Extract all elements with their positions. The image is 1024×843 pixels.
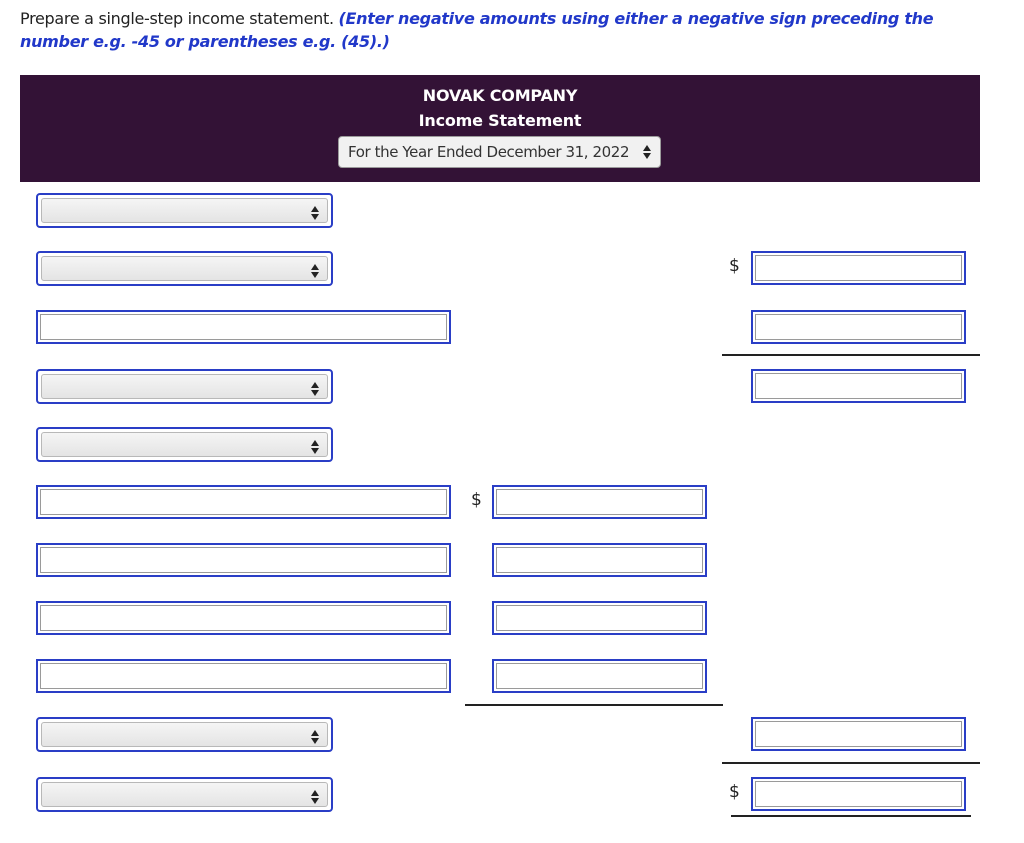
row-10-dropdown-face	[41, 722, 328, 747]
row-3-label-field	[40, 314, 447, 340]
instructions-text	[20, 7, 1005, 53]
row-4-account-dropdown[interactable]	[36, 369, 333, 404]
row-2-amount-field	[755, 255, 962, 281]
row-9-amount-input[interactable]	[492, 659, 707, 693]
row-10-amount-field	[755, 721, 962, 747]
row-6-amount-field	[496, 489, 703, 515]
period-dropdown-value: For the Year Ended December 31, 2022	[348, 143, 630, 161]
row-9-label-input[interactable]	[36, 659, 451, 693]
statement-title: Income Statement	[418, 111, 582, 130]
row-4-amount-field	[755, 373, 962, 399]
row-8-amount-field	[496, 605, 703, 631]
up-down-arrows-icon	[643, 145, 651, 159]
row-10-amount-input[interactable]	[751, 717, 966, 751]
row-2-dropdown-face	[41, 256, 328, 281]
row-9-label-field	[40, 663, 447, 689]
row-11-amount-field	[755, 781, 962, 807]
up-down-arrows-icon	[311, 264, 319, 278]
row-5-dropdown-face	[41, 432, 328, 457]
up-down-arrows-icon	[311, 382, 319, 396]
dollar-sign: $	[471, 490, 482, 510]
row-9-amount-field	[496, 663, 703, 689]
dollar-sign: $	[729, 782, 740, 802]
statement-header	[20, 75, 980, 182]
row-3-amount-field	[755, 314, 962, 340]
up-down-arrows-icon	[311, 730, 319, 744]
row-11-amount-input[interactable]	[751, 777, 966, 811]
row-4-amount-input[interactable]	[751, 369, 966, 403]
row-2-amount-input[interactable]	[751, 251, 966, 285]
row-4-dropdown-face	[41, 374, 328, 399]
row-7-label-field	[40, 547, 447, 573]
row-3-amount-input[interactable]	[751, 310, 966, 344]
row-8-amount-input[interactable]	[492, 601, 707, 635]
row-6-amount-input[interactable]	[492, 485, 707, 519]
up-down-arrows-icon	[311, 790, 319, 804]
period-dropdown[interactable]	[338, 136, 661, 168]
row-1-dropdown-face	[41, 198, 328, 223]
up-down-arrows-icon	[311, 440, 319, 454]
row-7-label-input[interactable]	[36, 543, 451, 577]
row-2-account-dropdown[interactable]	[36, 251, 333, 286]
instructions-hint: (Enter negative amounts using either a negative sign preceding the number e.g. -45 or parentheses e.g. (45).)	[20, 9, 934, 51]
row-7-amount-field	[496, 547, 703, 573]
expenses-total-rule	[465, 704, 723, 706]
dollar-sign: $	[729, 256, 740, 276]
row-6-label-input[interactable]	[36, 485, 451, 519]
double-underline-top	[731, 815, 971, 817]
instructions-lead: Prepare a single-step income statement.	[20, 9, 334, 28]
row-1-account-dropdown[interactable]	[36, 193, 333, 228]
row-3-label-input[interactable]	[36, 310, 451, 344]
row-8-label-field	[40, 605, 447, 631]
company-name: NOVAK COMPANY	[422, 86, 578, 105]
row-7-amount-input[interactable]	[492, 543, 707, 577]
subtotal-rule	[722, 354, 980, 356]
row-11-account-dropdown[interactable]	[36, 777, 333, 812]
row-8-label-input[interactable]	[36, 601, 451, 635]
up-down-arrows-icon	[311, 206, 319, 220]
row-10-account-dropdown[interactable]	[36, 717, 333, 752]
row-5-account-dropdown[interactable]	[36, 427, 333, 462]
row-6-label-field	[40, 489, 447, 515]
row-11-dropdown-face	[41, 782, 328, 807]
net-total-rule	[722, 762, 980, 764]
